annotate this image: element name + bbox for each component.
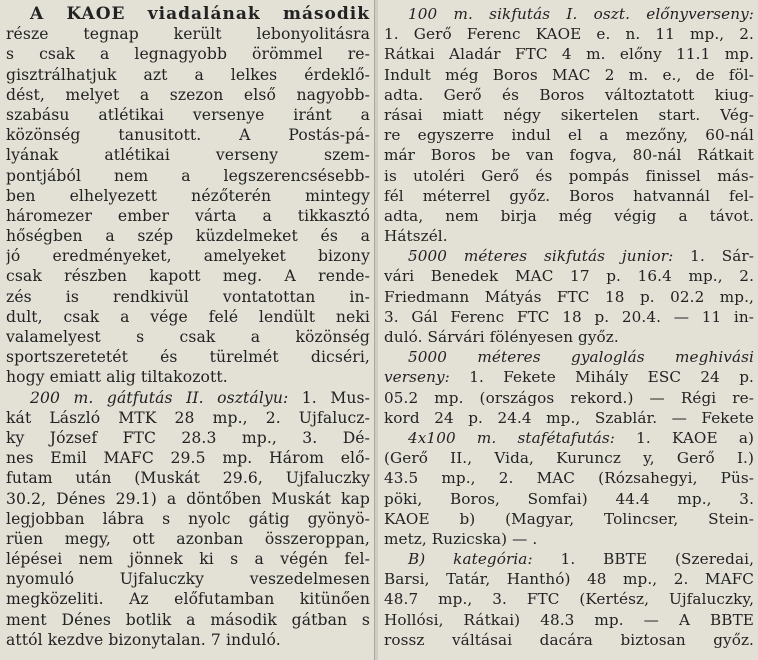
hurdles-first-line	[6, 388, 370, 408]
text-line: rüen megy, ott azonban összeroppan,	[6, 529, 370, 548]
text-line: ben elhelyezett nézőterén mintegy	[6, 186, 370, 205]
text-line: Indult még Boros MAC 2 m. e., de föl-	[384, 65, 754, 84]
walk-heading: 5000 méteres gyaloglás meghivási	[408, 348, 754, 367]
junior-paragraph	[384, 266, 754, 347]
text-line: 43.5 mp., 2. MAC (Rózsahegyi, Püs-	[384, 469, 754, 488]
text-line: dult, csak a vége felé lendült neki	[6, 307, 370, 326]
text-line: Hollósi, Rátkai) 48.3 mp. — A BBTE	[384, 610, 754, 629]
text-line: re egyszerre indul el a mezőny, 60-nál	[384, 126, 754, 145]
text-line: fél méterrel győz. Boros hatvannál fel-	[384, 186, 754, 205]
left-column	[0, 0, 374, 660]
junior-heading: 5000 méteres sikfutás junior:	[408, 247, 674, 266]
sprint-heading: 100 m. sikfutás I. oszt. előnyverseny:	[408, 5, 754, 23]
text-line: Barsi, Tatár, Hanthó) 48 mp., 2. MAFC	[384, 570, 754, 589]
text-line: 48.7 mp., 3. FTC (Kertész, Ujfaluczky,	[384, 590, 754, 609]
text-line: KAOE b) (Magyar, Tolincser, Stein-	[384, 509, 754, 528]
text-line: kord 24 p. 24.4 mp., Szablár. — Fekete	[384, 408, 754, 427]
text-line: 30.2, Dénes 29.1) a döntőben Muskát kap	[6, 489, 370, 508]
text-line: zés is rendkivül vontatottan in-	[6, 287, 370, 306]
text-line: ment Dénes botlik a második gátban s	[6, 610, 370, 629]
text-line: Hátszél.	[384, 227, 448, 246]
text-line: valamelyest s csak a közönség	[6, 328, 370, 346]
text-line: megközeliti. Az előfutamban kitünően	[6, 590, 370, 609]
text-line: kát László MTK 28 mp., 2. Ujfalucz-	[6, 408, 370, 427]
text-line: lépései nem jönnek ki s a végén fel-	[6, 550, 370, 569]
text-line: s csak a legnagyobb örömmel re-	[6, 45, 370, 64]
category-first-line	[384, 549, 754, 569]
text-line: pöki, Boros, Somfai) 44.4 mp., 3.	[384, 489, 754, 508]
text-line: gisztrálhatjuk azt a lelkes érdeklő-	[6, 65, 370, 84]
category-heading: B) kategória:	[408, 550, 533, 569]
text-line: háromezer ember várta a tikkasztó	[6, 206, 370, 225]
text-line: dést, melyet a szezon első nagyobb-	[6, 85, 370, 104]
walk-first-text: 1. Fekete Mihály ESC 24 p.	[449, 368, 754, 387]
text-line: is utoléri Gerő és pompás finissel más-	[384, 166, 754, 185]
text-line: (Gerő II., Vida, Kuruncz y, Gerő I.)	[384, 449, 754, 468]
text-line: futam után (Muskát 29.6, Ujfaluczky	[6, 469, 370, 488]
hurdles-first-text: 1. Mus-	[288, 388, 370, 407]
text-line: duló. Sárvári fölényesen győz.	[384, 328, 619, 346]
text-line: hogy emiatt alig tiltakozott.	[6, 368, 228, 387]
text-line: rossz váltásai dacára biztosan győz.	[384, 630, 754, 649]
text-line: csak részben kapott meg. A rende-	[6, 267, 370, 286]
text-line: része tegnap került lebonyolitásra	[6, 25, 370, 44]
category-paragraph	[384, 569, 754, 650]
text-line: attól kezdve bizonytalan. 7 induló.	[6, 630, 281, 649]
hurdles-heading: 200 m. gátfutás II. osztályu:	[30, 388, 289, 407]
text-line: vári Benedek MAC 17 p. 16.4 mp., 2.	[384, 267, 754, 286]
text-line: nyomuló Ujfaluczky veszedelmesen	[6, 570, 370, 589]
hurdles-paragraph	[6, 408, 370, 650]
text-line: lyának atlétikai verseny szem-	[6, 146, 370, 165]
relay-first-line	[384, 428, 754, 448]
text-line: hőségben a szép küzdelmeket és a	[6, 227, 370, 246]
text-line: sportszeretetét és türelmét dicséri,	[6, 348, 370, 367]
text-line: jó eredményeket, amelyeket bizony	[6, 247, 370, 266]
text-line: már Boros be van fogva, 80-nál Rátkait	[384, 146, 754, 165]
sprint-paragraph	[384, 24, 754, 246]
text-line: adta. Gerő és Boros változtatott kiug-	[384, 85, 754, 104]
text-line: pontjából nem a legszerencsésebb-	[6, 166, 370, 185]
text-line: 1. Gerő Ferenc KAOE e. n. 11 mp., 2.	[384, 25, 754, 44]
walk-first-line	[384, 367, 754, 387]
text-line: Friedmann Mátyás FTC 18 p. 02.2 mp.,	[384, 287, 754, 306]
text-line: adta, nem birja még végig a távot.	[384, 206, 754, 225]
relay-heading: 4x100 m. stafétafutás:	[408, 428, 615, 447]
category-first-text: 1. BBTE (Szeredai,	[532, 550, 754, 569]
text-line: Rátkai Aladár FTC 4 m. előny 11.1 mp.	[384, 45, 754, 64]
text-line: szabásu atlétikai versenye iránt a	[6, 105, 370, 124]
text-line: ky József FTC 28.3 mp., 3. Dé-	[6, 428, 370, 447]
text-line: A KAOE viadalának második	[30, 4, 370, 24]
junior-first-text: 1. Sár-	[673, 247, 754, 266]
text-line: 3. Gál Ferenc FTC 18 p. 20.4. — 11 in-	[384, 307, 754, 326]
text-line: közönség tanusitott. A Postás-pá-	[6, 126, 370, 145]
walk-paragraph	[384, 388, 754, 428]
text-line: legjobban lábra s nyolc gátig gyönyö-	[6, 509, 370, 528]
walk-heading-cont: verseny:	[384, 368, 450, 387]
junior-first-line	[384, 246, 754, 266]
text-line: metz, Ruzicska) — .	[384, 529, 538, 548]
relay-first-text: 1. KAOE a)	[614, 428, 754, 447]
intro-paragraph	[6, 4, 370, 388]
text-line: rásai miatt négy sikertelen start. Vég-	[384, 105, 754, 124]
relay-paragraph	[384, 448, 754, 549]
text-line: nes Emil MAFC 29.5 mp. Három elő-	[6, 449, 370, 468]
right-column	[378, 0, 758, 660]
text-line: 05.2 mp. (országos rekord.) — Régi re-	[384, 388, 754, 407]
